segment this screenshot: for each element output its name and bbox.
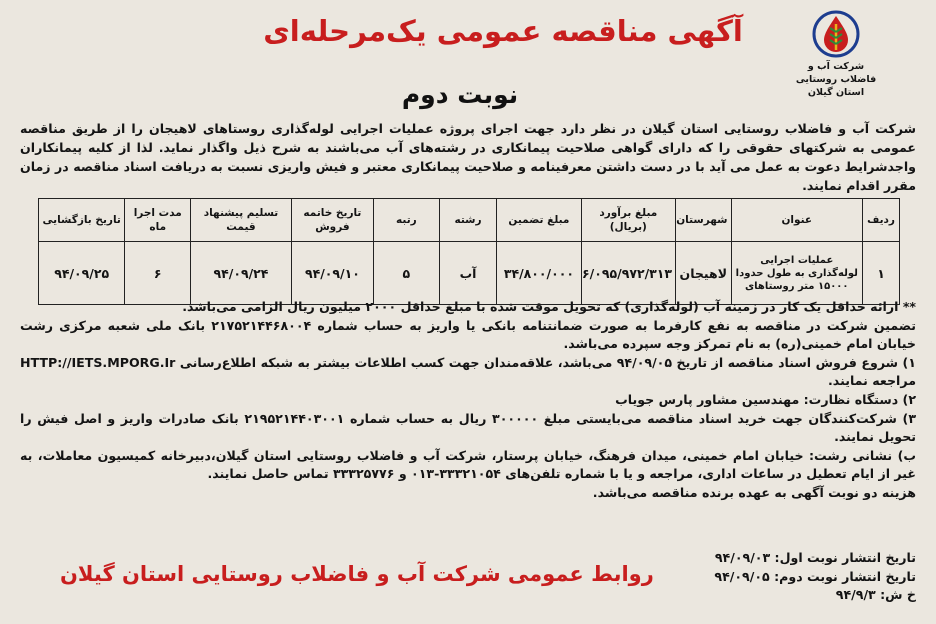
logo-line-2: استان گیلان — [807, 87, 865, 98]
cell-duration: ۶ — [125, 242, 191, 305]
public-relations-signature: روابط عمومی شرکت آب و فاضلاب روستایی استان گیلان — [60, 562, 654, 586]
address-paragraph: ب) نشانی رشت: خیابان امام خمینی، میدان فرهنگ، خیابان پرستار، شرکت آب و فاضلاب روستایی استان گیلان،دبیرخانه کمیسیون معاملات، به غیر از ایام تعطیل در ساعات اداری، مراجعه و یا با شماره تلفن‌های ۳۳۳۲۱۰۵۴-۰۱۳ و ۳۳۳۲۵۷۷۶ تماس حاصل نمایند. — [20, 447, 916, 482]
col-field: رشته — [439, 199, 497, 242]
intro-paragraph: شرکت آب و فاضلاب روستایی استان گیلان در نظر دارد جهت اجرای پروژه عملیات اجرایی لوله‌گذاری روستاهای لاهیجان را از طریق مناقصه عمومی به شرکتهای حقوقی را که دارای گواهی صلاحیت پیمانکاری در رشته‌های آب می‌باشند به شرح ذیل واگذار نماید. لذا از کلیه پیمانکاران واجدشرایط دعوت به عمل می آید با در دست داشتن معرفینامه و صلاحیت پیمانکاری معتبر و فیش واریزی نسبت به دریافت اسناد مناقصه در زمان مقرر اقدام نمایند. — [20, 121, 916, 193]
ad-cost-paragraph: هزینه دو نوبت آگهی به عهده برنده مناقصه می‌باشد. — [592, 484, 916, 500]
col-guarantee: مبلغ تضمین — [497, 199, 581, 242]
cell-opening: ۹۴/۰۹/۲۵ — [39, 242, 125, 305]
notice-body — [20, 298, 916, 503]
col-opening: تاریخ بازگشایی — [39, 199, 125, 242]
sale-start-paragraph: ۱) شروع فروش اسناد مناقصه از تاریخ ۹۴/۰۹/۰۵ می‌باشد، علاقه‌مندان جهت کسب اطلاعات بیشتر به شبکه اطلاع‌رسانی HTTP://IETS.MPORG.Ir مراجعه نمایند. — [20, 354, 916, 389]
logo-company-name — [794, 60, 878, 99]
col-rank: رتبه — [374, 199, 440, 242]
tender-table — [38, 198, 900, 305]
cell-subject: عملیات اجرایی لوله‌گذاری به طول حدودا ۱۵۰۰۰ متر روستاهای — [731, 242, 863, 305]
supervisor-paragraph: ۲) دستگاه نظارت: مهندسین مشاور پارس جویاب — [615, 391, 916, 407]
publication-dates — [714, 549, 916, 605]
notice-title: آگهی مناقصه عمومی یک‌مرحله‌ای — [263, 14, 743, 48]
company-logo — [794, 10, 878, 99]
table-header-row — [39, 199, 900, 242]
cell-city: لاهیجان — [676, 242, 731, 305]
cell-row-no: ۱ — [863, 242, 900, 305]
col-city: شهرستان — [676, 199, 731, 242]
col-bid-submit: تسلیم پیشنهاد قیمت — [191, 199, 292, 242]
cell-rank: ۵ — [374, 242, 440, 305]
col-estimate: مبلغ برآورد (بریال) — [581, 199, 676, 242]
table-row — [39, 242, 900, 305]
cell-field: آب — [439, 242, 497, 305]
purchase-fee-paragraph: ۳) شرکت‌کنندگان جهت خرید اسناد مناقصه می‌بایستی مبلغ ۳۰۰۰۰۰ ریال به حساب شماره ۲۱۹۵۲۱۴۴۰۳۰۰۱ بانک صادرات واریز و اصل فیش را تحویل نمایند. — [20, 410, 916, 445]
col-subject: عنوان — [731, 199, 863, 242]
col-row-no: ردیف — [863, 199, 900, 242]
cell-bid-submit: ۹۴/۰۹/۲۴ — [191, 242, 292, 305]
requirement-paragraph: ** ارائه حداقل یک کار در زمینه آب (لوله‌گذاری) که تحویل موقت شده با مبلغ حداقل ۲۰۰۰ میلیون ریال الزامی می‌باشد. — [182, 299, 916, 314]
cell-guarantee: ۳۴/۸۰۰/۰۰۰ — [497, 242, 581, 305]
col-duration: مدت اجرا ماه — [125, 199, 191, 242]
water-drop-wheat-icon — [812, 10, 860, 58]
notice-subtitle: نوبت دوم — [401, 80, 519, 109]
second-publication-date: تاریخ انتشار نوبت دوم: ۹۴/۰۹/۰۵ — [714, 568, 916, 584]
col-sale-end: تاریخ خاتمه فروش — [291, 199, 373, 242]
logo-line-1: شرکت آب و فاضلاب روستایی — [795, 61, 877, 85]
guarantee-paragraph: تضمین شرکت در مناقصه به نفع کارفرما به صورت ضمانتنامه بانکی یا واریز به حساب شماره ۲۱۷۵۲۱۴۴۶۸۰۰۴ بانک ملی شعبه مرکزی رشت خیابان امام خمینی(ره) به نام تمرکز وجه سپرده می‌باشد. — [20, 317, 916, 352]
notice-code: خ ش: ۹۴/۹/۳ — [835, 587, 916, 603]
cell-sale-end: ۹۴/۰۹/۱۰ — [291, 242, 373, 305]
first-publication-date: تاریخ انتشار نوبت اول: ۹۴/۰۹/۰۳ — [714, 550, 916, 565]
cell-estimate: ۶/۰۹۵/۹۷۲/۳۱۳ — [581, 242, 676, 305]
